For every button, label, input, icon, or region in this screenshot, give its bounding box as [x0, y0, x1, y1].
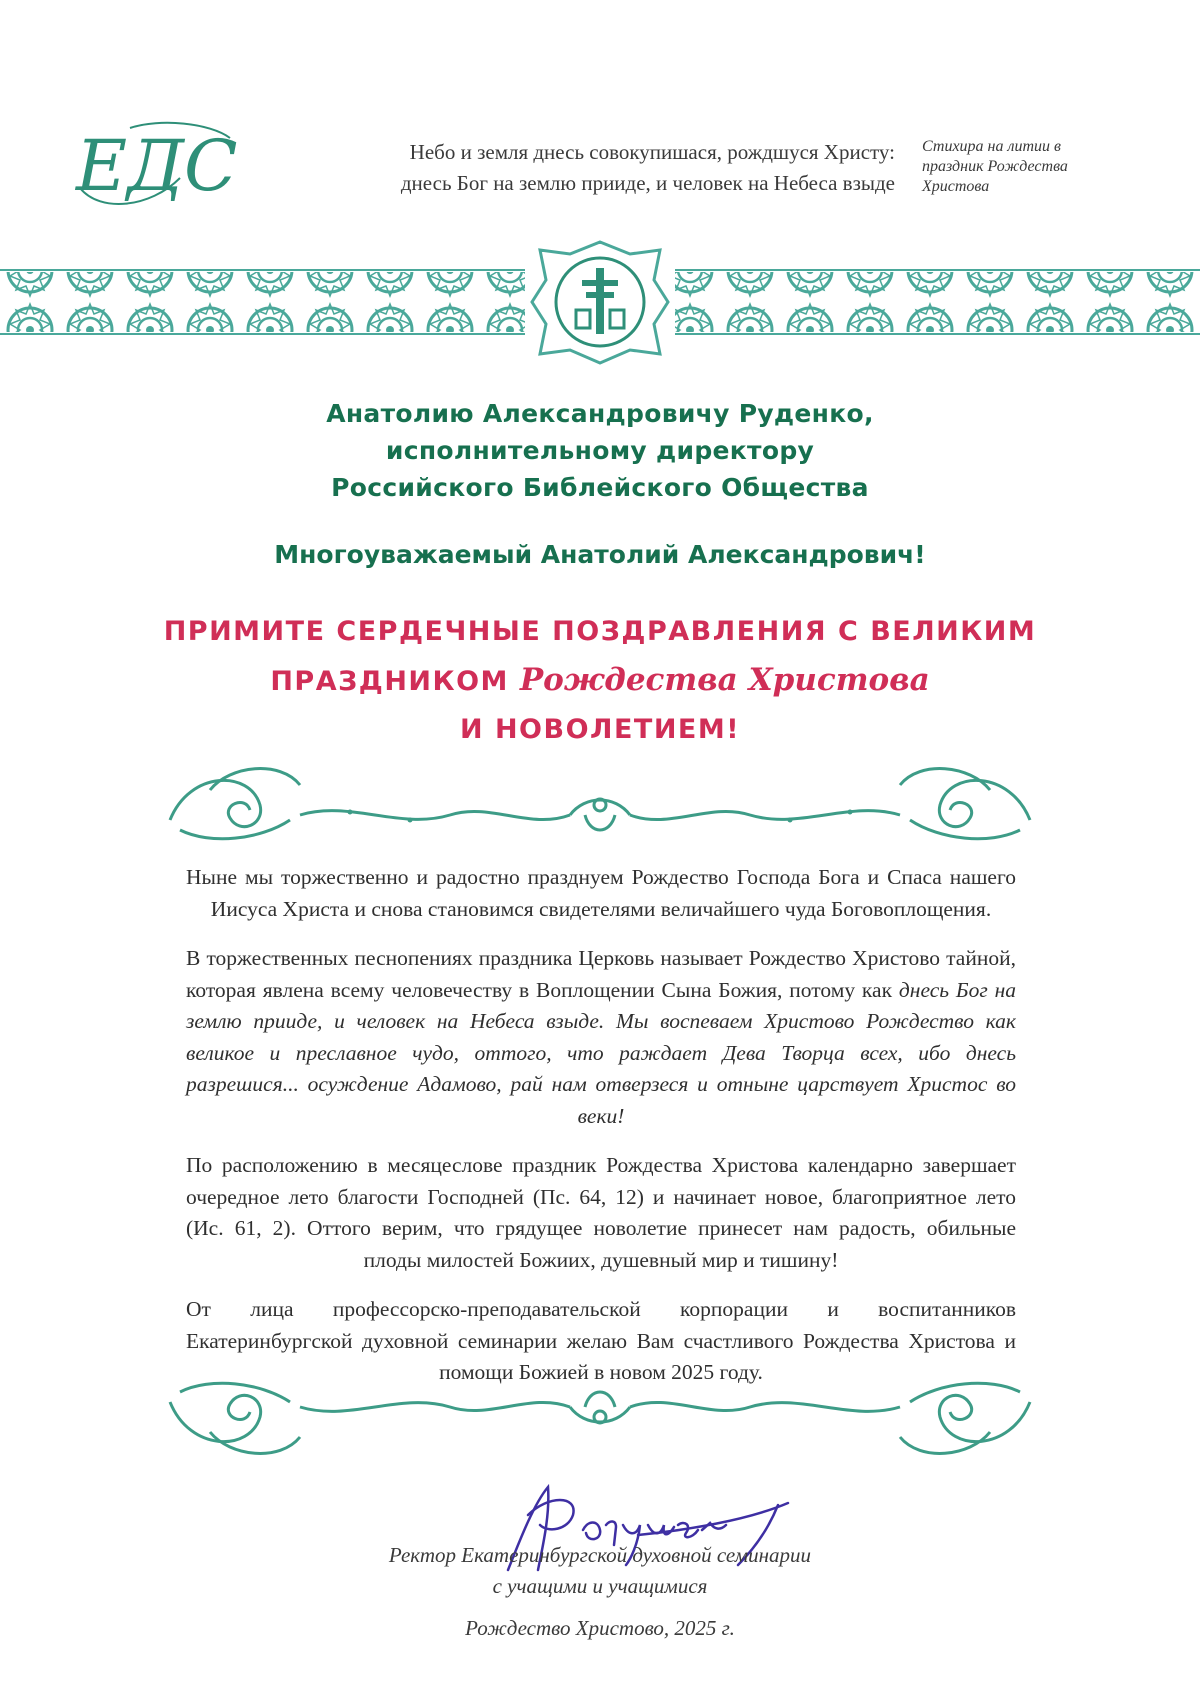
- signer-subtitle: с учащими и учащимися: [492, 1574, 708, 1598]
- seminary-logo: [70, 118, 240, 213]
- body-paragraph-1: Ныне мы торжественно и радостно празднуем Рождество Господа Бога и Спаса нашего Иисуса Христа и снова становимся свидетелями величайшего чуда Боговоплощения.: [186, 865, 1016, 921]
- body-paragraph-2-text: В торжественных песнопениях праздника Церковь называет Рождество Христово тайной, которая явлена всему человечеству в Воплощении Сына Божия, потому как: [186, 946, 1016, 1002]
- acanthus-flourish-icon: [150, 1372, 1050, 1462]
- ornament-band-pattern: [0, 240, 1200, 365]
- congrats-line-2: [0, 656, 1200, 706]
- addressee-line: Российского Библейского Общества: [331, 473, 869, 502]
- flourish-divider-top: [150, 760, 1050, 850]
- signer-block: [0, 1540, 1200, 1602]
- eds-monogram-icon: [70, 118, 240, 213]
- body-paragraph-2: [186, 943, 1016, 1132]
- source-line: Стихира на литии в: [922, 138, 1061, 155]
- epigraph-line: днесь Бог на землю прииде, и человек на Небеса взыде: [400, 171, 895, 195]
- salutation: Многоуважаемый Анатолий Александрович!: [274, 540, 926, 569]
- acanthus-flourish-icon: [150, 760, 1050, 850]
- congratulation-headline: [0, 608, 1200, 754]
- body-paragraph-4: От лица профессорско-преподавательской корпорации и воспитанников Екатеринбургской духовной семинарии желаю Вам счастливого Рождества Христова и помощи Божией в новом 2025 году.: [186, 1297, 1016, 1384]
- congrats-space: [738, 666, 749, 697]
- addressee-line: исполнительному директору: [385, 436, 815, 465]
- congrats-script-word: Рождества: [519, 662, 738, 698]
- letter-date: Рождество Христово, 2025 г.: [465, 1616, 735, 1640]
- congrats-line-1: ПРИМИТЕ СЕРДЕЧНЫЕ ПОЗДРАВЛЕНИЯ С ВЕЛИКИМ: [163, 616, 1037, 647]
- congrats-line-3: И НОВОЛЕТИЕМ!: [459, 714, 741, 745]
- cross-medallion-icon: [532, 242, 668, 363]
- ornament-band: [0, 240, 1200, 365]
- svg-text:ЕДС: ЕДС: [76, 125, 238, 207]
- body-paragraph-3: По расположению в месяцеслове праздник Рождества Христова календарно завершает очередное лето благости Господней (Пс. 64, 12) и начинает новое, благоприятное лето (Ис. 61, 2). Оттого верим, что грядущее новолетие принесет нам радость, обильные плоды милостей Божиих, душевный мир и тишину!: [186, 1153, 1016, 1272]
- letter-body: [186, 862, 1016, 1407]
- addressee-line: Анатолию Александровичу Руденко,: [326, 399, 874, 428]
- epigraph-line: Небо и земля днесь совокупишася, рождшуся Христу:: [409, 140, 895, 164]
- body-paragraph-2-quote: днесь Бог на землю прииде, и человек на Небеса взыде. Мы воспеваем Христово Рождество как великое и преславное чудо, оттого, что раждает Дева Творца всех, ибо днесь разрешися... осуждение Адамово, рай нам отверзеся и отныне царствует Христос во веки!: [186, 977, 1016, 1128]
- source-line: Христова: [922, 178, 990, 195]
- congrats-line-2-start: ПРАЗДНИКОМ: [270, 666, 520, 697]
- addressee-block: [0, 395, 1200, 506]
- epigraph-source: [922, 137, 1122, 197]
- signer-title: Ректор Екатеринбургской духовной семинарии: [388, 1543, 812, 1567]
- epigraph: [285, 137, 895, 199]
- source-line: праздник Рождества: [922, 158, 1068, 175]
- flourish-divider-bottom: [150, 1372, 1050, 1462]
- congrats-script-word: Христова: [748, 662, 930, 698]
